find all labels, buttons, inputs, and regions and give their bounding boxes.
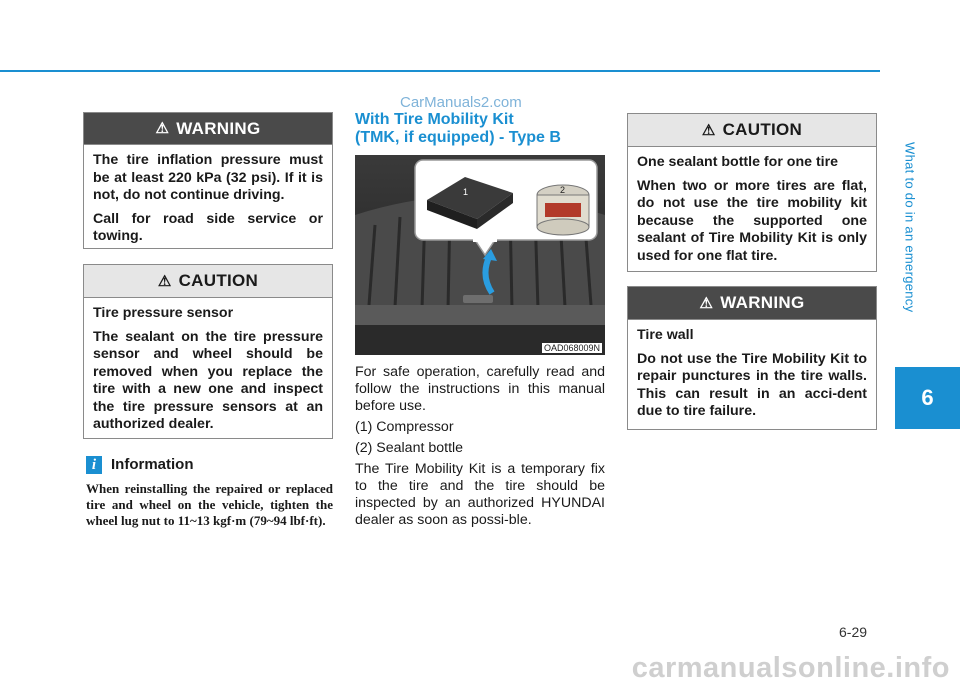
warning-header [84, 113, 332, 145]
body-paragraph: (1) Compressor [355, 419, 454, 435]
watermark-top: CarManuals2.com [400, 94, 522, 111]
callout-2: 2 [560, 185, 566, 195]
body-paragraph: For safe operation, carefully read and follow the instructions in this manual before use. [355, 364, 605, 414]
warning-paragraph: Tire wall [637, 327, 694, 343]
warning-box-tire-wall [627, 286, 877, 430]
warning-header [628, 287, 876, 320]
warning-paragraph: The tire inflation pressure must be at least 220 kPa (32 psi). If it is not, do not continue driving. [93, 152, 323, 203]
section-title [355, 111, 615, 147]
information-icon: i [86, 456, 102, 474]
callout-labels [355, 155, 605, 355]
caution-box-sealant [627, 113, 877, 272]
caution-header [84, 265, 332, 298]
caution-triangle-icon: ⚠ [701, 121, 716, 139]
information-title: Information [111, 456, 194, 473]
caution-paragraph: Tire pressure sensor [93, 305, 234, 321]
warning-paragraph: Call for road side service or towing. [93, 210, 323, 244]
warning-paragraph: Do not use the Tire Mobility Kit to repair punctures in the tire walls. This can result in an acci-dent due to tire failure. [637, 350, 867, 419]
image-caption: OAD068009N [543, 343, 600, 353]
section-title-line: With Tire Mobility Kit [355, 111, 514, 128]
tire-mobility-kit-photo [355, 155, 605, 355]
caution-title: CAUTION [178, 271, 259, 290]
caution-paragraph: When two or more tires are flat, do not use the tire mobility kit because the supported one sealant of Tire Mobility Kit is only used for one flat tire. [637, 177, 867, 264]
section-body [355, 364, 605, 533]
callout-1: 1 [463, 187, 469, 197]
warning-title: WARNING [176, 118, 261, 138]
warning-box-pressure [83, 112, 333, 249]
caution-header [628, 114, 876, 147]
warning-triangle-icon: ⚠ [155, 120, 170, 137]
caution-box-sensor [83, 264, 333, 439]
watermark-bottom: carmanualsonline.info [631, 652, 950, 684]
body-paragraph: The Tire Mobility Kit is a temporary fix to the tire and the tire should be inspected by an authorized HYUNDAI dealer as soon as possi-ble. [355, 461, 605, 528]
body-paragraph: (2) Sealant bottle [355, 440, 464, 456]
caution-paragraph: The sealant on the tire pressure sensor and wheel should be removed when you replace the tire with a new one and inspect the tire pressure sensors at an authorized dealer. [93, 328, 323, 432]
chapter-number-tab: 6 [895, 367, 960, 429]
warning-title: WARNING [720, 293, 805, 312]
caution-title: CAUTION [722, 120, 803, 139]
information-body: When reinstalling the repaired or replaced tire and wheel on the vehicle, tighten the wheel lug nut to 11~13 kgf·m (79~94 lbf·ft). [86, 481, 333, 528]
caution-triangle-icon: ⚠ [157, 272, 172, 290]
warning-triangle-icon: ⚠ [699, 294, 714, 312]
page-number: 6-29 [839, 624, 868, 640]
top-rule [0, 70, 880, 72]
chapter-side-label-text: What to do in an emergency [902, 141, 918, 313]
section-title-line: (TMK, if equipped) - Type B [355, 129, 561, 146]
chapter-side-label [887, 92, 933, 362]
caution-paragraph: One sealant bottle for one tire [637, 154, 839, 170]
